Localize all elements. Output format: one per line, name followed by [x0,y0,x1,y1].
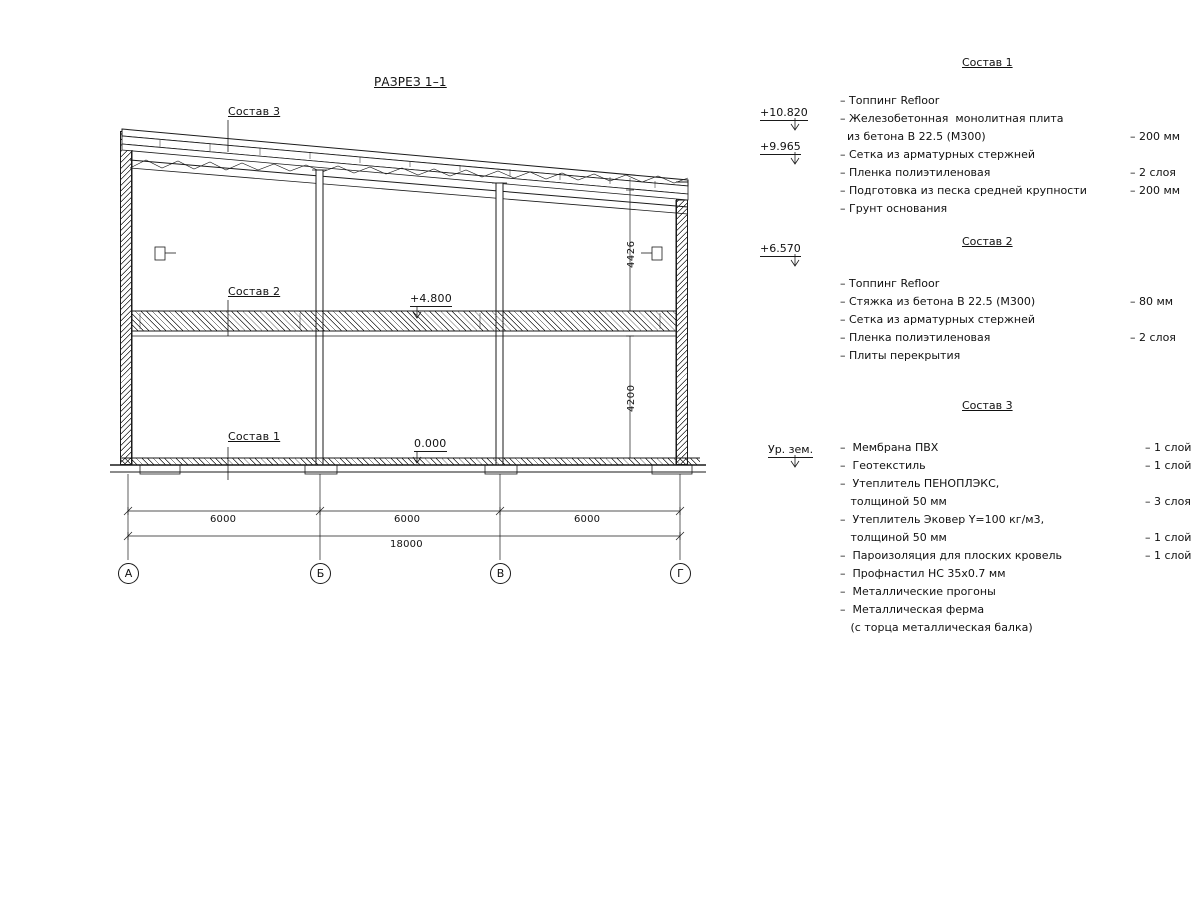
legend-1-row-4: – Пленка полиэтиленовая [840,166,991,179]
total-dim: 18000 [390,539,423,550]
legend-2-row-4: – Плиты перекрытия [840,349,961,362]
legend-3-row-4: – Утеплитель Эковер Y=100 кг/м3, [840,513,1045,526]
legend-3-row-6: – Пароизоляция для плоских кровель [840,549,1063,562]
wall-left [120,131,132,465]
level-mark-6570: +6.570 [760,242,801,255]
legend-1-val-2: – 200 мм [1130,130,1181,143]
drawing-title: РАЗРЕЗ 1–1 [374,75,447,89]
legend-2-row-3: – Пленка полиэтиленовая [840,331,991,344]
ground-slab-band [120,458,700,465]
vertical-dim-4200: 4200 [626,384,637,412]
level-mark-0000: 0.000 [414,437,447,450]
level-mark-ground: Ур. зем. [768,443,814,456]
level-mark-4800: +4.800 [410,292,452,305]
axis-bubble-v: В [490,563,511,584]
axis-bubble-g: Г [670,563,691,584]
legend-1-val-4: – 2 слоя [1130,166,1176,179]
legend-3-row-1: – Геотекстиль [840,459,926,472]
legend-3-val-3: – 3 слоя [1145,495,1191,508]
span-dim-2: 6000 [394,514,421,525]
callout-sostav-3: Состав 3 [228,105,281,118]
legend-1-row-1: – Железобетонная монолитная плита [840,112,1064,125]
span-dim-3: 6000 [574,514,601,525]
floor-slab-band [132,311,676,331]
callout-sostav-1: Состав 1 [228,430,281,443]
level-mark-10820: +10.820 [760,106,808,119]
legend-1-row-5: – Подготовка из песка средней крупности [840,184,1087,197]
legend-3-row-7: – Профнастил НС 35х0.7 мм [840,567,1006,580]
span-dim-1: 6000 [210,514,237,525]
legend-3-title: Состав 3 [962,399,1013,412]
legend-3-row-5: толщиной 50 мм [840,531,947,544]
legend-3-val-6: – 1 слой [1145,549,1192,562]
legend-3-row-9: – Металлическая ферма [840,603,985,616]
legend-3-row-2: – Утеплитель ПЕНОПЛЭКС, [840,477,1000,490]
legend-2-row-2: – Сетка из арматурных стержней [840,313,1035,326]
legend-3-val-0: – 1 слой [1145,441,1192,454]
legend-3-row-0: – Мембрана ПВХ [840,441,939,454]
legend-2-title: Состав 2 [962,235,1013,248]
legend-1-row-0: – Топпинг Refloor [840,94,940,107]
legend-2-val-3: – 2 слоя [1130,331,1176,344]
legend-3-val-1: – 1 слой [1145,459,1192,472]
level-mark-9965: +9.965 [760,140,801,153]
callout-sostav-2: Состав 2 [228,285,281,298]
legend-3-row-10: (с торца металлическая балка) [840,621,1033,634]
legend-1-row-6: – Грунт основания [840,202,948,215]
legend-2-val-1: – 80 мм [1130,295,1174,308]
vertical-dim-4426: 4426 [626,240,637,268]
axis-bubble-a: А [118,563,139,584]
axis-bubble-b: Б [310,563,331,584]
legend-1-val-5: – 200 мм [1130,184,1181,197]
legend-2-row-1: – Стяжка из бетона В 22.5 (М300) [840,295,1036,308]
legend-1-title: Состав 1 [962,56,1013,69]
legend-3-val-5: – 1 слой [1145,531,1192,544]
legend-1-row-2: из бетона В 22.5 (М300) [840,130,986,143]
legend-1-row-3: – Сетка из арматурных стержней [840,148,1035,161]
legend-2-row-0: – Топпинг Refloor [840,277,940,290]
legend-3-row-3: толщиной 50 мм [840,495,947,508]
wall-right [676,181,688,465]
legend-3-row-8: – Металлические прогоны [840,585,996,598]
